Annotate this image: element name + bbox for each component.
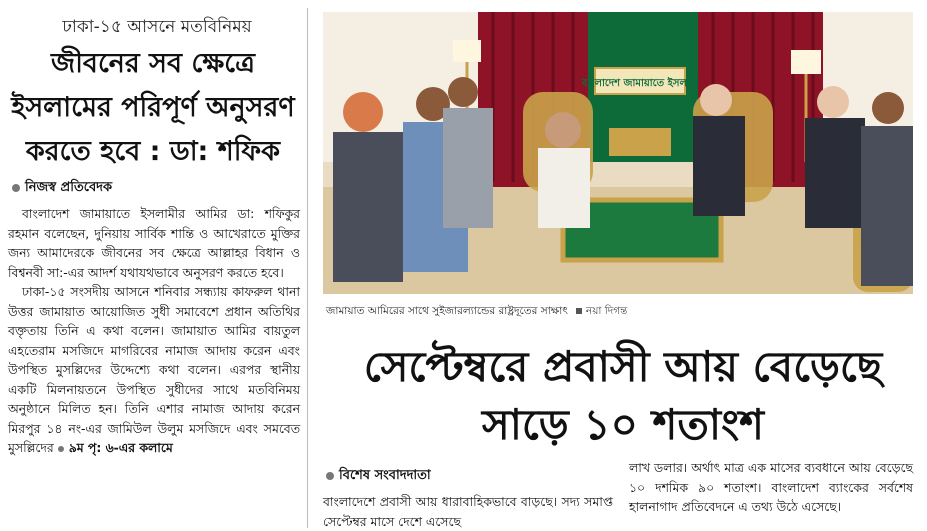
photo-sign-text: বাংলাদেশ জামায়াতে ইসলামী xyxy=(581,78,699,89)
byline-text: নিজস্ব প্রতিবেদক xyxy=(25,180,113,195)
byline-text: বিশেষ সংবাদদাতা xyxy=(339,468,431,483)
right-byline xyxy=(326,466,431,487)
caption-text: জামায়াত আমিরের সাথে সুইজারল্যান্ডের রাষ্ট্রদূতের সাক্ষাৎ xyxy=(326,305,568,317)
right-body-col2 xyxy=(629,458,913,517)
right-headline: সেপ্টেম্বরে প্রবাসী আয় বেড়েছে সাড়ে ১০ শতাংশ xyxy=(363,342,883,449)
jump-reference: ৯ম পৃ: ৬-এর কলামে xyxy=(68,440,173,455)
meeting-photo-illustration xyxy=(323,12,913,294)
photo-caption xyxy=(326,304,627,321)
bullet-icon xyxy=(12,184,20,192)
left-paragraph xyxy=(8,282,300,458)
right-paragraph: লাখ ডলার। অর্থাৎ মাত্র এক মাসের ব্যবধানে আয় বেড়েছে ১০ দশমিক ৯০ শতাংশ। বাংলাদেশ ব্যাংকের সর্বশেষ হালনাগাদ প্রতিবেদনে এ তথ্য উঠে এসেছে। xyxy=(629,460,913,514)
photo-credit: নয়া দিগন্ত xyxy=(585,305,628,317)
square-bullet-icon xyxy=(576,308,582,314)
right-body-col1 xyxy=(323,492,613,531)
news-photo xyxy=(323,12,913,294)
left-byline xyxy=(12,178,112,199)
right-paragraph: বাংলাদেশে প্রবাসী আয় ধারাবাহিকভাবে বাড়ছে। সদ্য সমাপ্ত সেপ্টেম্বর মাসে দেশে এসেছে xyxy=(323,494,613,529)
left-headline: জীবনের সব ক্ষেত্রে ইসলামের পরিপূর্ণ অনুসরণ করতে হবে : ডা: শফিক xyxy=(11,48,295,167)
column-divider xyxy=(307,8,308,528)
left-kicker: ঢাকা-১৫ আসনে মতবিনিময় xyxy=(62,17,252,37)
bullet-icon xyxy=(326,472,334,480)
jump-bullet-icon xyxy=(58,446,64,452)
left-body xyxy=(8,204,300,458)
left-paragraph-text: ঢাকা-১৫ সংসদীয় আসনে শনিবার সন্ধ্যায় কাফরুল থানা উত্তর জামায়াত আয়োজিত সুধী সমাবেশে প্রধান অতিথির বক্তৃতায় তিনি এ কথা বলেন। জামায়াত আমির বায়তুল এহতেরাম মসজিদে মাগরিবের নামাজ আদায় করেন এবং উপস্থিত মুসল্লিদের উদ্দেশ্যে কথা বলেন। এরপর স্থানীয় একটি মিলনায়তনে উপস্থিত সুধীদের সাথে মতবিনিময় অনুষ্ঠানে মিলিত হন। তিনি এশার নামাজ আদায় করেন মিরপুর ১৪ নং-এর জামিউল উলুম মসজিদে এবং সমবেত মুসল্লিদের xyxy=(8,284,300,455)
left-paragraph: বাংলাদেশ জামায়াতে ইসলামীর আমির ডা: শফিকুর রহমান বলেছেন, দুনিয়ায় সার্বিক শান্তি ও আখেরাতে মুক্তির জন্য আমাদেরকে জীবনের সব ক্ষেত্রে আল্লাহর বিধান ও বিশ্বনবী সা:-এর আদর্শ যথাযথভাবে অনুসরণ করতে হবে। xyxy=(8,206,300,280)
